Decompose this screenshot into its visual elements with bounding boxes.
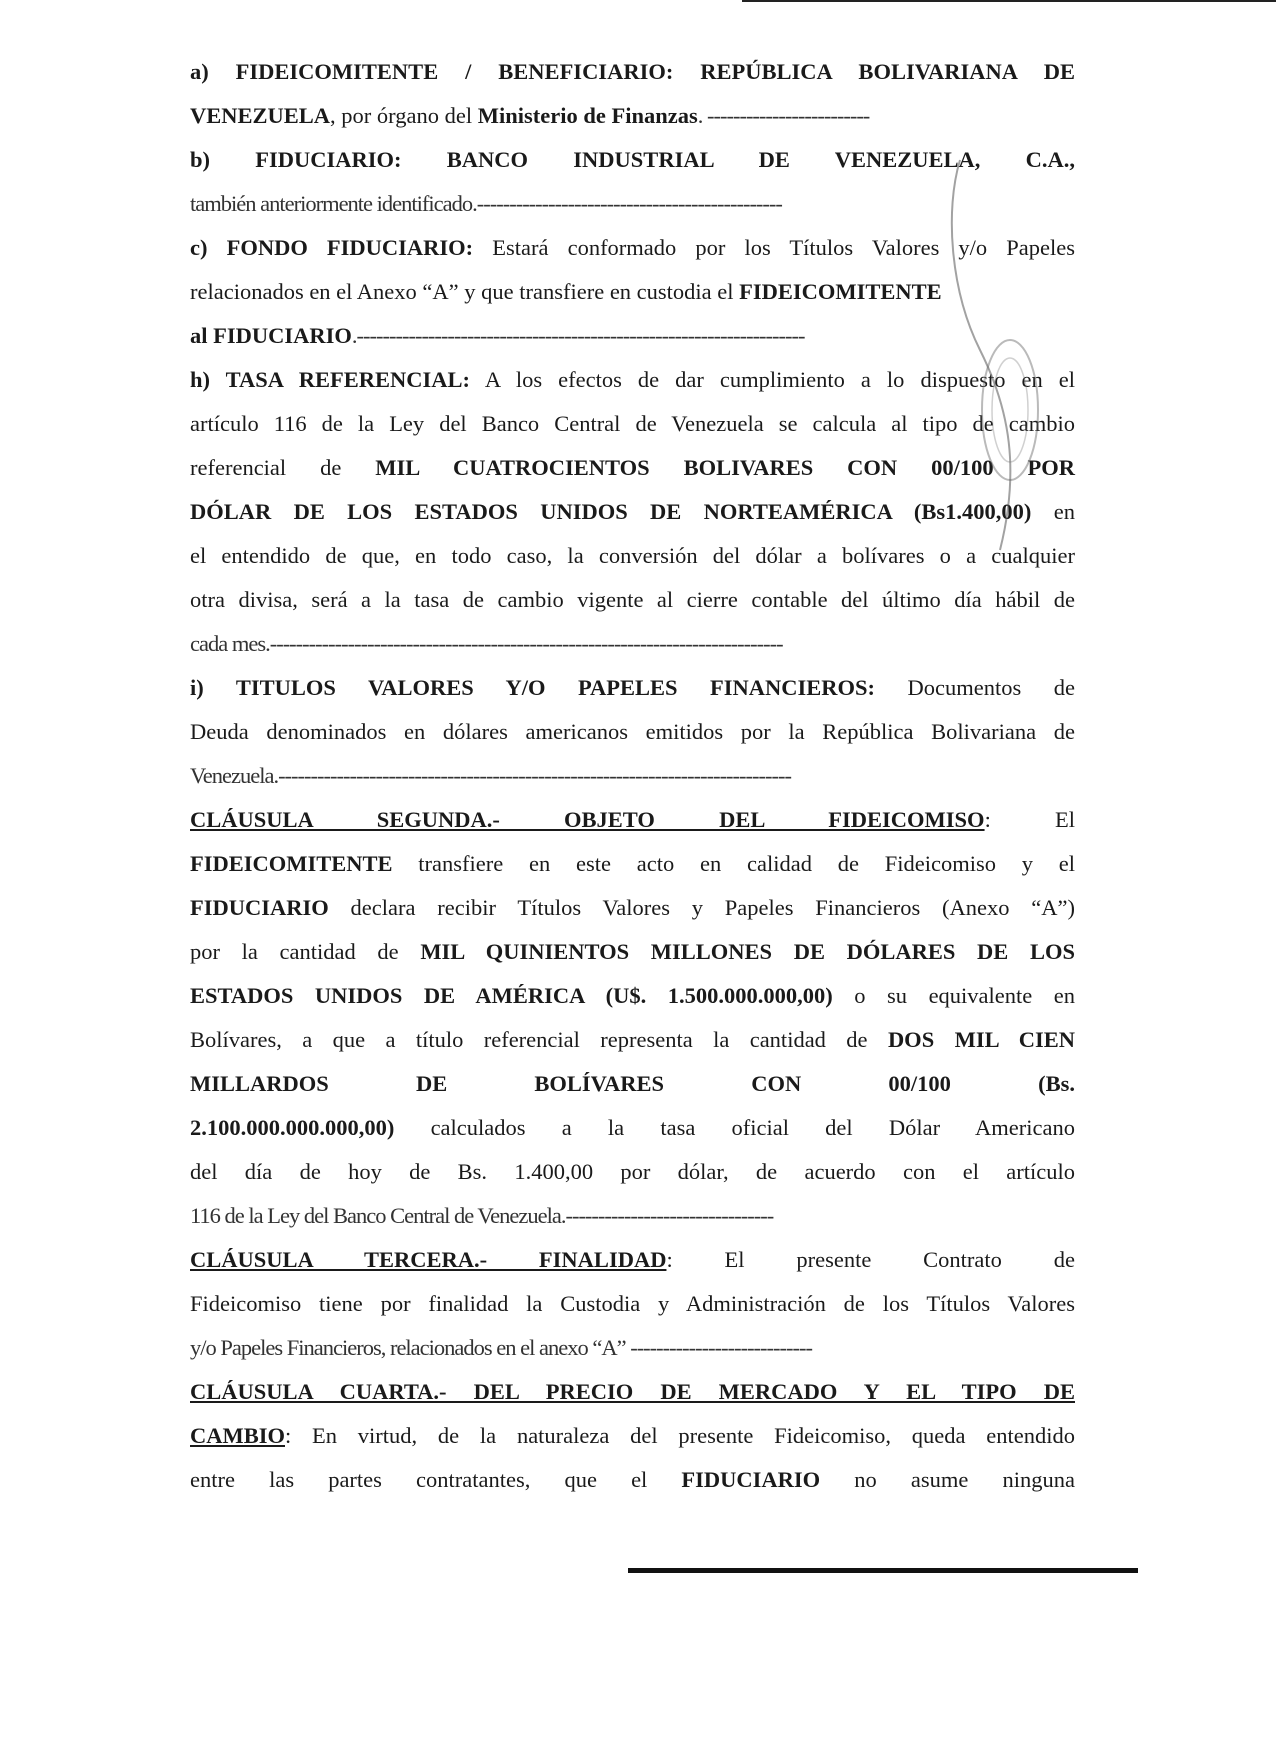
clausula2-line10 <box>190 1194 1075 1238</box>
bold-text: FIDUCIARIO <box>681 1467 821 1492</box>
bold-text: VENEZUELA <box>190 103 331 128</box>
bold-text: DOS MIL CIEN <box>887 1027 1075 1052</box>
clausula4-line1 <box>190 1370 1075 1414</box>
contract-page-body <box>190 50 1075 1502</box>
clausula2-line3 <box>190 886 1075 930</box>
text: transfiere en este acto en calidad de Fideicomiso y el <box>392 851 1075 876</box>
text: o su equivalente en <box>832 983 1076 1008</box>
para-b-line2 <box>190 182 1075 226</box>
text: el entendido de que, en todo caso, la conversión del dólar a bolívares o a cualquier <box>190 543 1075 568</box>
clausula-tercera-heading: CLÁUSULA TERCERA.- FINALIDAD <box>190 1247 667 1272</box>
text: : El <box>984 807 1075 832</box>
text: cada mes.------------------------------------------------------------------------------- <box>190 631 783 656</box>
bold-text: DÓLAR DE LOS ESTADOS UNIDOS DE NORTEAMÉRICA (Bs1.400,00) <box>190 499 1032 524</box>
clausula2-line1 <box>190 798 1075 842</box>
text: 116 de la Ley del Banco Central de Venezuela.-------------------------------- <box>190 1203 774 1228</box>
para-i-line2 <box>190 710 1075 754</box>
dash-fill: . ------------------------- <box>697 103 870 128</box>
text: Bolívares, a que a título referencial representa la cantidad de <box>190 1027 888 1052</box>
text: Estará conformado por los Títulos Valores y/o Papeles <box>473 235 1075 260</box>
para-b-line1 <box>190 138 1075 182</box>
para-c-line2 <box>190 270 1075 314</box>
para-h-line4 <box>190 490 1075 534</box>
clausula2-line2 <box>190 842 1075 886</box>
text: referencial de <box>190 455 376 480</box>
clausula2-line8 <box>190 1106 1075 1150</box>
para-h-line6 <box>190 578 1075 622</box>
bold-text: Ministerio de Finanzas <box>477 103 698 128</box>
text: relacionados en el Anexo “A” y que transfiere en custodia el <box>190 279 740 304</box>
text: entre las partes contratantes, que el <box>190 1467 682 1492</box>
text: y/o Papeles Financieros, relacionados en el anexo “A” ---------------------------- <box>190 1335 812 1360</box>
para-h-line2 <box>190 402 1075 446</box>
para-i-line3 <box>190 754 1075 798</box>
top-edge-line <box>742 0 1276 2</box>
text: Documentos de <box>875 675 1075 700</box>
bold-text: ESTADOS UNIDOS DE AMÉRICA (U$. 1.500.000.000,00) <box>190 983 833 1008</box>
clausula2-line4 <box>190 930 1075 974</box>
para-a-line1 <box>190 50 1075 94</box>
text: Fideicomiso tiene por finalidad la Custodia y Administración de los Títulos Valores <box>190 1291 1075 1316</box>
clausula-cuarta-heading: CLÁUSULA CUARTA.- DEL PRECIO DE MERCADO Y EL TIPO DE <box>190 1379 1075 1404</box>
para-h-line1 <box>190 358 1075 402</box>
para-c-line3 <box>190 314 1075 358</box>
bold-text: MIL QUINIENTOS MILLONES DE DÓLARES DE LOS <box>420 939 1075 964</box>
bold-text: FIDEICOMITENTE <box>739 279 942 304</box>
text: artículo 116 de la Ley del Banco Central de Venezuela se calcula al tipo de cambio <box>190 411 1075 436</box>
text: , por órgano del <box>330 103 478 128</box>
text: A los efectos de dar cumplimiento a lo dispuesto en el <box>470 367 1075 392</box>
clausula3-line3 <box>190 1326 1075 1370</box>
text: también anteriormente identificado.----------------------------------------------- <box>190 191 782 216</box>
bold-text: MIL CUATROCIENTOS BOLIVARES CON 00/100 POR <box>375 455 1075 480</box>
clausula2-line6 <box>190 1018 1075 1062</box>
text: calculados a la tasa oficial del Dólar Americano <box>394 1115 1075 1140</box>
clausula2-line5 <box>190 974 1075 1018</box>
text: Deuda denominados en dólares americanos emitidos por la República Bolivariana de <box>190 719 1075 744</box>
clausula2-line9 <box>190 1150 1075 1194</box>
bold-text: FIDEICOMITENTE <box>190 851 393 876</box>
titulos-heading: i) TITULOS VALORES Y/O PAPELES FINANCIEROS: <box>190 675 876 700</box>
bold-text: FIDUCIARIO <box>190 895 329 920</box>
para-c-line1 <box>190 226 1075 270</box>
clausula2-line7 <box>190 1062 1075 1106</box>
bold-text: MILLARDOS DE BOLÍVARES CON 00/100 (Bs. <box>190 1071 1075 1096</box>
fondo-heading: c) FONDO FIDUCIARIO: <box>190 235 474 260</box>
fideicomitente-heading: a) FIDEICOMITENTE / BENEFICIARIO: REPÚBLICA BOLIVARIANA DE <box>190 59 1075 84</box>
clausula3-line1 <box>190 1238 1075 1282</box>
text: en <box>1031 499 1075 524</box>
para-h-line3 <box>190 446 1075 490</box>
para-i-line1 <box>190 666 1075 710</box>
fiduciario-heading: b) FIDUCIARIO: BANCO INDUSTRIAL DE VENEZUELA, C.A., <box>190 147 1075 172</box>
text: no asume ninguna <box>820 1467 1075 1492</box>
para-a-line2 <box>190 94 1075 138</box>
dash-fill: .--------------------------------------------------------------------- <box>351 323 805 348</box>
text: Venezuela.------------------------------------------------------------------------------- <box>190 763 791 788</box>
text: del día de hoy de Bs. 1.400,00 por dólar, de acuerdo con el artículo <box>190 1159 1075 1184</box>
clausula4-line2 <box>190 1414 1075 1458</box>
text: por la cantidad de <box>190 939 421 964</box>
text: otra divisa, será a la tasa de cambio vigente al cierre contable del último día hábil de <box>190 587 1075 612</box>
clausula4-line3 <box>190 1458 1075 1502</box>
clausula-cuarta-heading-cont: CAMBIO <box>190 1423 285 1448</box>
text: : En virtud, de la naturaleza del presente Fideicomiso, queda entendido <box>285 1423 1075 1448</box>
bold-text: al FIDUCIARIO <box>190 323 352 348</box>
signature-line <box>628 1568 1138 1573</box>
clausula-segunda-heading: CLÁUSULA SEGUNDA.- OBJETO DEL FIDEICOMISO <box>190 807 985 832</box>
bold-text: 2.100.000.000.000,00) <box>190 1115 395 1140</box>
clausula3-line2 <box>190 1282 1075 1326</box>
para-h-line5 <box>190 534 1075 578</box>
text: declara recibir Títulos Valores y Papeles Financieros (Anexo “A”) <box>328 895 1075 920</box>
text: : El presente Contrato de <box>666 1247 1075 1272</box>
tasa-heading: h) TASA REFERENCIAL: <box>190 367 471 392</box>
para-h-line7 <box>190 622 1075 666</box>
